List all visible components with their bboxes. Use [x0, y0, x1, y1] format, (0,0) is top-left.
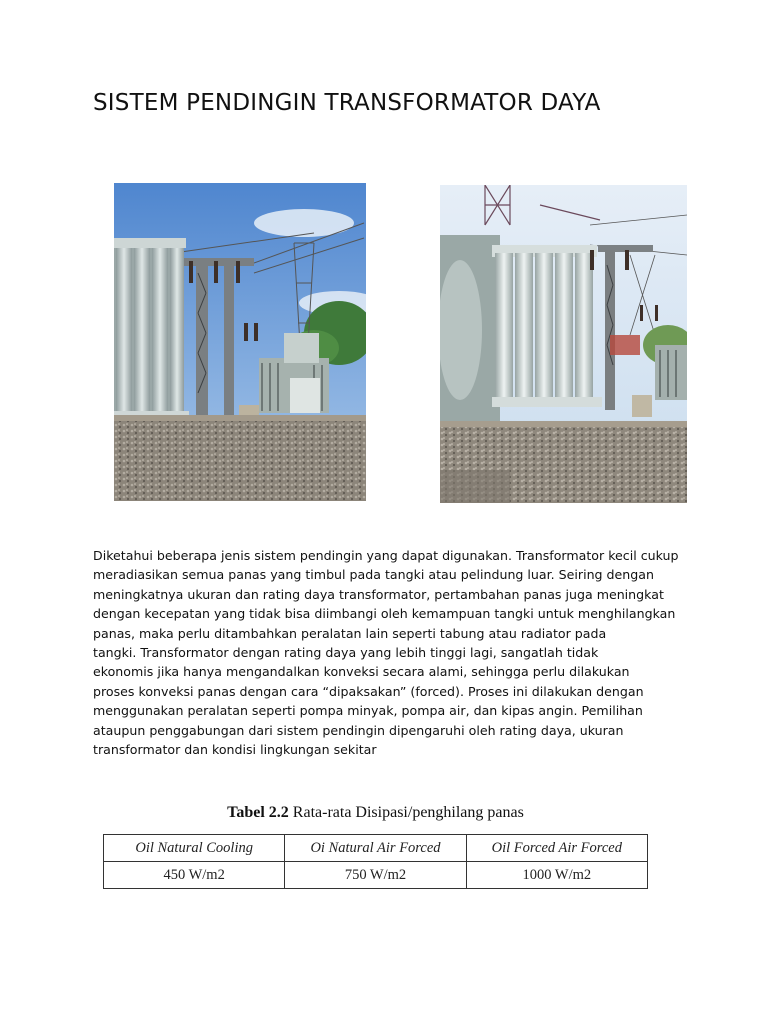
table-header-row	[104, 835, 648, 862]
paragraph-line: transformator dan kondisi lingkungan sekitar	[93, 742, 377, 758]
paragraph-line: ekonomis jika hanya mengandalkan konveksi secara alami, sehingga perlu dilakukan	[93, 664, 630, 680]
transformer-photo-left	[114, 183, 366, 501]
body-paragraph	[93, 546, 693, 759]
paragraph-line: proses konveksi panas dengan cara “dipaksakan” (forced). Proses ini dilakukan dengan	[93, 683, 644, 699]
page-title: SISTEM PENDINGIN TRANSFORMATOR DAYA	[93, 90, 601, 116]
paragraph-line: meradiasikan semua panas yang timbul pada tangki atau pelindung luar. Seiring dengan	[93, 567, 654, 583]
table-row	[104, 862, 648, 889]
transformer-photo-right	[440, 185, 687, 503]
paragraph-line: tangki. Transformator dengan rating daya yang lebih tinggi lagi, sangatlah tidak	[93, 645, 599, 661]
paragraph-line: dengan kecepatan yang tidak bisa diimbangi oleh kemampuan tangki untuk menghilangkan	[93, 606, 676, 622]
table-header-cell: Oil Natural Cooling	[104, 835, 285, 862]
paragraph-line: Diketahui beberapa jenis sistem pendingin yang dapat digunakan. Transformator kecil cukup	[93, 548, 679, 563]
table-cell: 450 W/m2	[104, 862, 285, 889]
table-caption-text: Rata-rata Disipasi/penghilang panas	[292, 804, 524, 821]
paragraph-line: ataupun penggabungan dari sistem pendingin dipengaruhi oleh rating daya, ukuran	[93, 722, 624, 738]
paragraph-line: menggunakan peralatan seperti pompa minyak, pompa air, dan kipas angin. Pemilihan	[93, 703, 643, 719]
transformer-photo-right-image	[440, 185, 687, 503]
heat-dissipation-table	[103, 834, 648, 889]
table-caption	[103, 804, 648, 822]
paragraph-line: meningkatnya ukuran dan rating daya transformator, pertambahan panas juga meningkat	[93, 586, 664, 602]
transformer-photo-left-image	[114, 183, 366, 501]
table-cell: 750 W/m2	[285, 862, 466, 889]
table-cell: 1000 W/m2	[466, 862, 647, 889]
table-caption-number: Tabel 2.2	[227, 804, 289, 821]
table-header-cell: Oi Natural Air Forced	[285, 835, 466, 862]
table-header-cell: Oil Forced Air Forced	[466, 835, 647, 862]
paragraph-line: panas, maka perlu ditambahkan peralatan lain seperti tabung atau radiator pada	[93, 625, 607, 641]
